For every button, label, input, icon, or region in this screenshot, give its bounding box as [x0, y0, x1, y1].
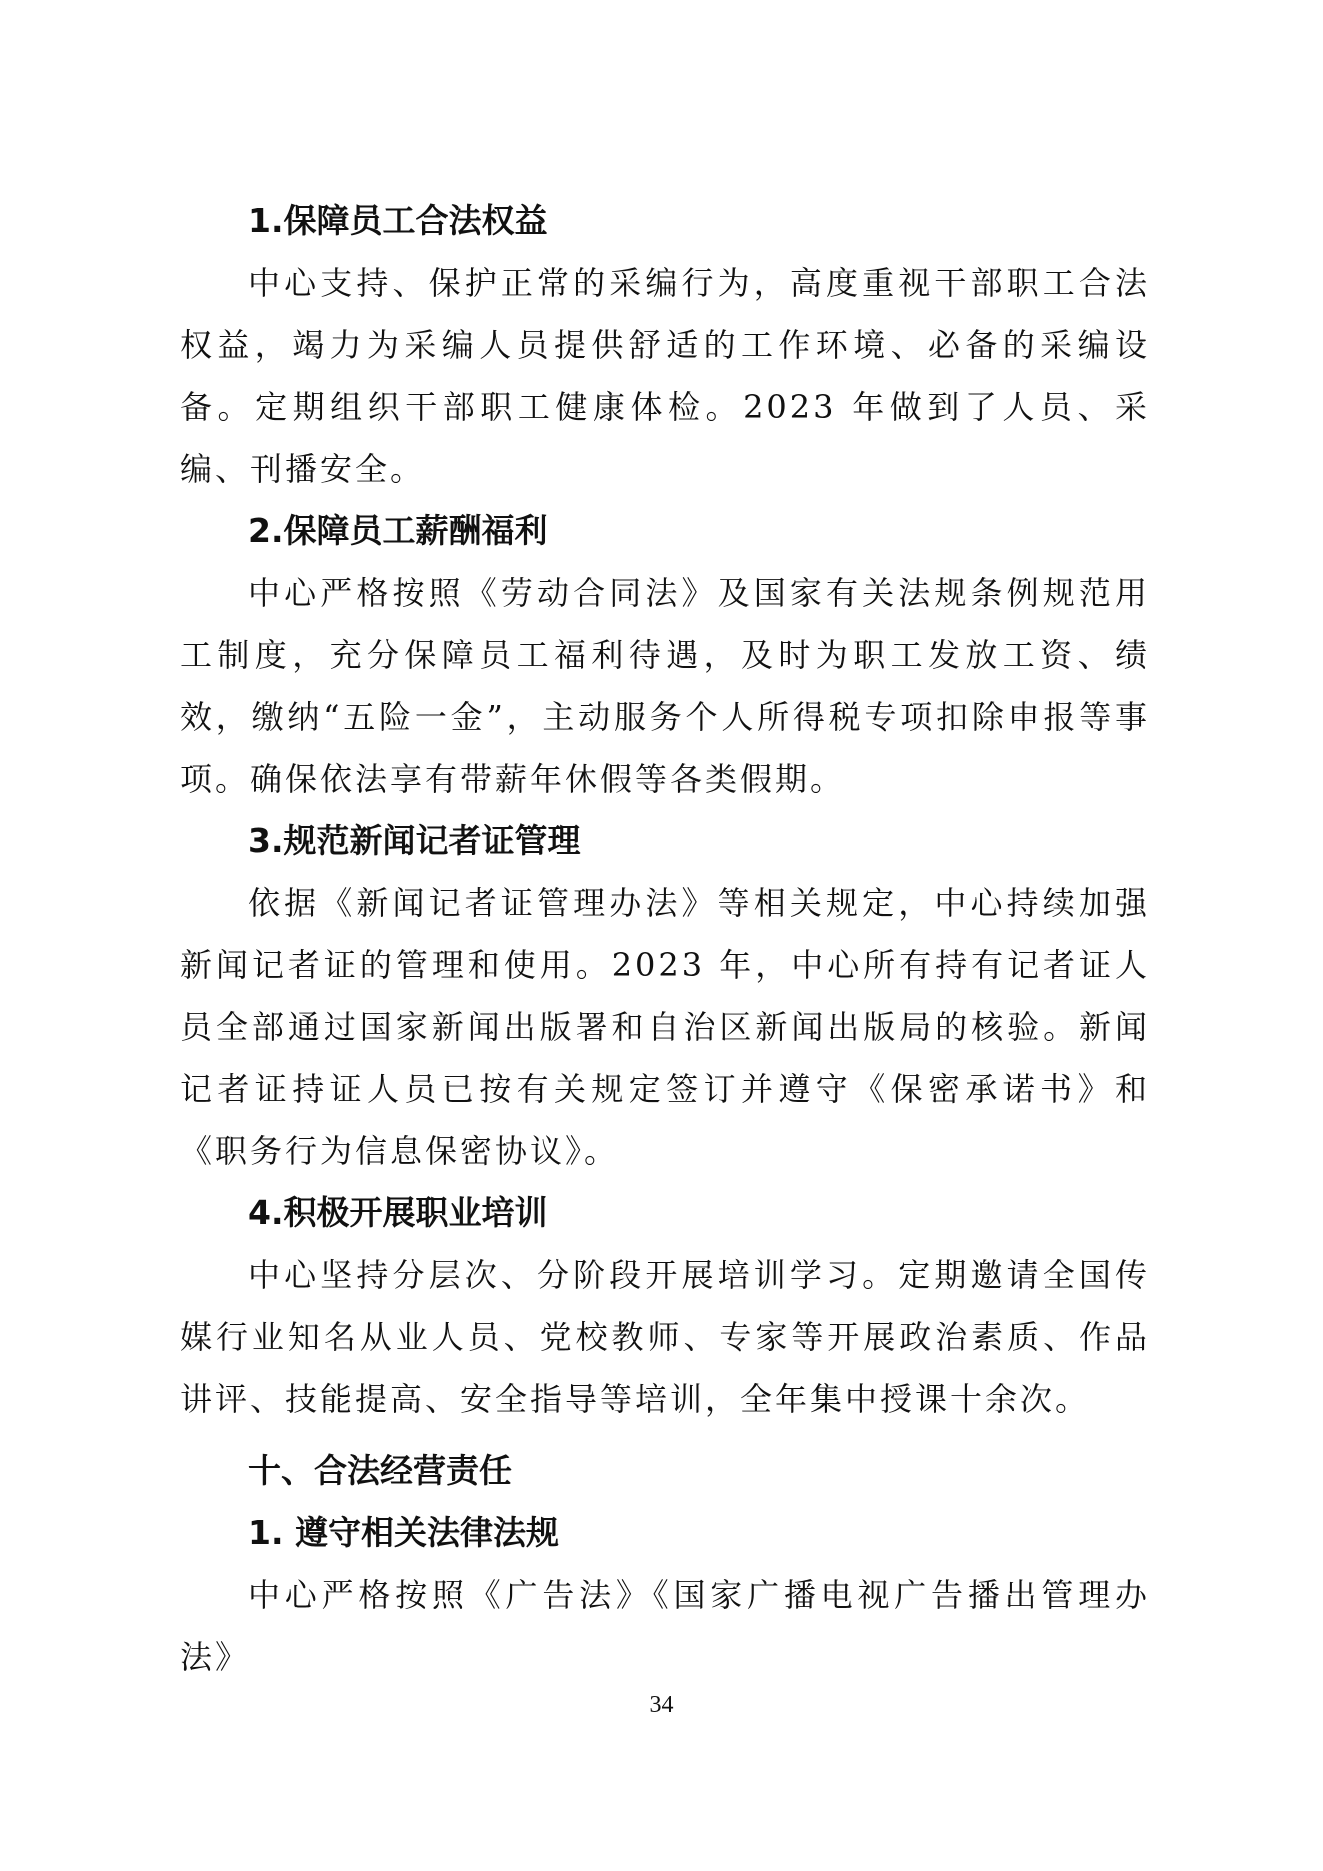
page-number: 34 [649, 1692, 674, 1718]
paragraph-2-welfare: 中心严格按照《劳动合同法》及国家有关法规条例规范用工制度，充分保障员工福利待遇，及时为职工发放工资、绩效，缴纳“五险一金”，主动服务个人所得税专项扣除申报等事项。确保依法享有带薪年休假等各类假期。 [180, 574, 1150, 798]
heading-2-salary-welfare: 2.保障员工薪酬福利 [248, 511, 548, 550]
page-content [180, 190, 1150, 1688]
heading-3-press-card: 3.规范新闻记者证管理 [248, 821, 581, 860]
heading-1-comply-laws: 1. 遵守相关法律法规 [248, 1513, 559, 1552]
heading-1-protect-rights: 1.保障员工合法权益 [248, 201, 548, 240]
section-10-legal-operation: 十、合法经营责任 [248, 1451, 512, 1490]
paragraph-1-rights: 中心支持、保护正常的采编行为，高度重视干部职工合法权益，竭力为采编人员提供舒适的工作环境、必备的采编设备。定期组织干部职工健康体检。2023 年做到了人员、采编、刊播安全。 [180, 264, 1150, 488]
paragraph-4-training: 中心坚持分层次、分阶段开展培训学习。定期邀请全国传媒行业知名从业人员、党校教师、专家等开展政治素质、作品讲评、技能提高、安全指导等培训，全年集中授课十余次。 [180, 1256, 1150, 1418]
paragraph-3-press-card: 依据《新闻记者证管理办法》等相关规定，中心持续加强新闻记者证的管理和使用。2023 年，中心所有持有记者证人员全部通过国家新闻出版署和自治区新闻出版局的核验。新闻记者证持证人员已按有关规定签订并遵守《保密承诺书》和《职务行为信息保密协议》。 [180, 884, 1150, 1170]
heading-4-training: 4.积极开展职业培训 [248, 1193, 548, 1232]
paragraph-5-comply: 中心严格按照《广告法》《国家广播电视广告播出管理办法》 [180, 1576, 1150, 1676]
